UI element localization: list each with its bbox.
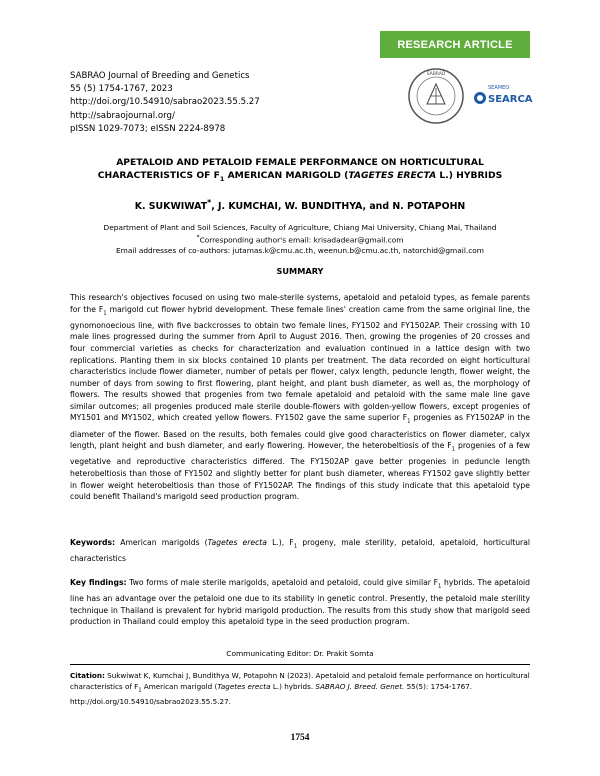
- journal-volume: 55 (5) 1754-1767, 2023: [70, 84, 173, 95]
- summary-heading: SUMMARY: [276, 266, 324, 276]
- article-title: [70, 156, 530, 186]
- key-findings-label: Key findings:: [70, 578, 127, 587]
- citation-label: Citation:: [70, 671, 105, 680]
- searca-logo: [472, 80, 534, 110]
- key-findings: Key findings: Two forms of male sterile marigolds, apetaloid and petaloid, could give similar $F_1$ hybrids. The apetaloid line has an advantage over the petaloid one due to its stability in genetic control. Presently, the petaloid male sterility technique in Thailand is prevalent for hybrid marigold production. The results from this study show that marigold seed production in Thailand could employ this apetaloid type in the seed production program.: [70, 578, 530, 627]
- journal-info: [70, 70, 260, 136]
- journal-doi-link[interactable]: http://doi.org/10.54910/sabrao2023.55.5.27: [70, 97, 260, 108]
- title-line-2: CHARACTERISTICS OF $F_1$ AMERICAN MARIGOLD (TAGETES ERECTA L.) HYBRIDS: [97, 170, 503, 183]
- seameo-text: SEAMEO: [488, 85, 510, 91]
- author-list: [70, 198, 530, 212]
- corresponding-mark: *: [207, 198, 212, 207]
- divider: [70, 664, 530, 665]
- keywords: Keywords: American marigolds (Tagetes erecta L.), $F_1$ progeny, male sterility, petaloid, apetaloid, horticultural characteristics: [70, 538, 531, 564]
- title-line-1: APETALOID AND PETALOID FEMALE PERFORMANCE ON HORTICULTURAL: [116, 157, 484, 168]
- sabrao-logo: [405, 66, 467, 126]
- article-type-badge: RESEARCH ARTICLE: [380, 31, 530, 58]
- journal-site-link[interactable]: http://sabraojournal.org/: [70, 110, 175, 121]
- communicating-editor: Communicating Editor: Dr. Prakit Somta: [226, 649, 374, 658]
- journal-issn: pISSN 1029-7073; eISSN 2224-8978: [70, 123, 226, 134]
- keywords-label: Keywords:: [70, 538, 116, 547]
- department: Department of Plant and Soil Sciences, Faculty of Agriculture, Chiang Mai University, Chiang Mai, Thailand: [103, 223, 497, 232]
- sabrao-logo-text: SABRAO: [426, 72, 446, 77]
- searca-text: SEARCA: [488, 94, 533, 105]
- author-1: K. SUKWIWAT: [134, 201, 208, 213]
- journal-name: SABRAO Journal of Breeding and Genetics: [70, 71, 250, 81]
- page-number: 1754: [290, 733, 310, 743]
- corresponding-email: *Corresponding author's email: krisadadear@gmail.com: [196, 234, 404, 245]
- other-authors: , J. KUMCHAI, W. BUNDITHYA, and N. POTAPOHN: [211, 201, 466, 213]
- coauthor-emails: Email addresses of co-authors: jutamas.k@cmu.ac.th, weenun.b@cmu.ac.th, natorchid@gmail.com: [115, 246, 485, 256]
- abstract-text: This research's objectives focused on using two male-sterile systems, apetaloid and petaloid types, as female parents for the $F_1$ marigold cut flower hybrid development. These female lines' creation came from the same original line, the gynomonoecious line, with five backcrosses to obtain two female lines, FY1502 and FY1502AP. Their crossing with 10 male lines progressed during the summer from April to August 2016. Then, growing the progenies of 20 crosses and four commercial varieties as checks for characterization and evaluation continued in a lattice design with two replications. Planting them in six blocks contained 10 plants per treatment. The data recorded on eight horticultural characteristics include flower diameter, number of petals per flower, calyx length, peduncle length, flower weight, the number of days from sowing to first flowering, plant height, and plant bush diameter, as well as, the morphology of flowers. The results showed that progenies from two female apetaloid and petaloid with the same male line gave similar outcomes; all progenies produced male sterile double-flowers with golden-yellow flowers, except progenies of MY1501 and MY1502, which created yellow flowers. FY1502 gave the same superior $F_1$ progenies as FY1502AP in the diameter of the flower. Based on the results, both females could give good characteristics on flower diameter, calyx length, plant height and bush diameter, and early flowering. However, the heterobeltiosis of the $F_1$ progenies of a few vegetative and reproductive characteristics differed. The FY1502AP gave better progenies in peduncle length heterobeltiosis than those of FY1502 and slightly better for plant bush diameter, whereas FY1502 gave slightly better in flower weight heterobeltiosis than those of FY1502AP. The findings of this study indicate that this apetaloid type could benefit Thailand's marigold seed production program.: [70, 293, 530, 502]
- affiliations: [70, 223, 530, 256]
- citation: Citation: Sukwiwat K, Kumchai J, Bundithya W, Potapohn N (2023). Apetaloid and petaloid female performance on horticultural characteristics of $F_1$ American marigold (Tagetes erecta L.) hybrids. SABRAO J. Breed. Genet. 55(5): 1754-1767. http://doi.org/10.54910/sabrao2023.55.5.27.: [70, 671, 530, 707]
